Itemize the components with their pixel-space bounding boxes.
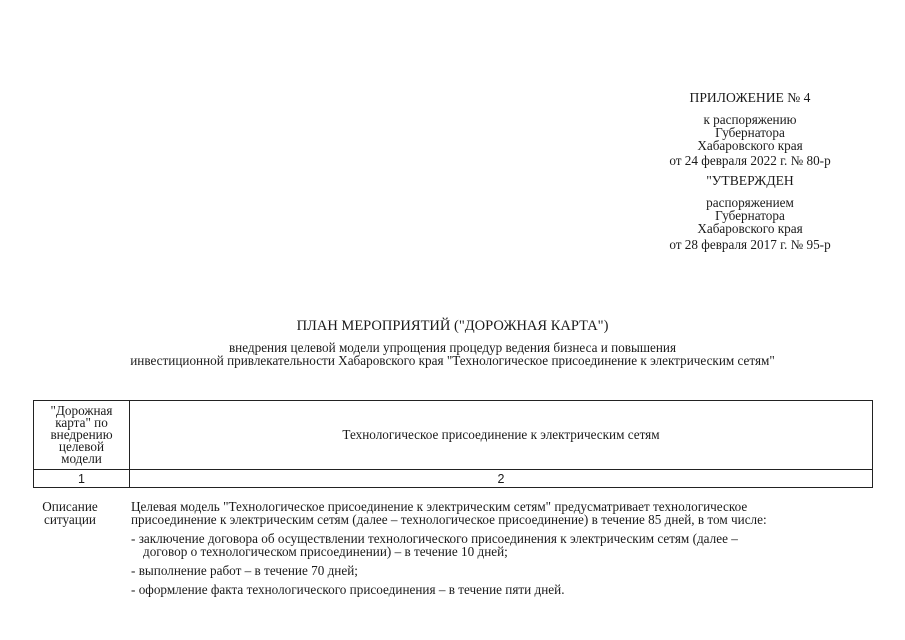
- header-cell-roadmap: "Дорожная карта" по внедрению целевой модели: [34, 401, 130, 470]
- plan-subtitle-line: инвестиционной привлекательности Хабаровского края "Технологическое присоединение к электрическим сетям": [130, 353, 775, 368]
- situation-label: Описание ситуации: [42, 499, 98, 527]
- appendix-title: ПРИЛОЖЕНИЕ № 4: [689, 90, 811, 105]
- situation-description: [131, 500, 873, 602]
- list-item: - заключение договора об осуществлении технологического присоединения к электрическим сетям (далее – договор о технологическом присоединении) – в течение 10 дней;: [131, 531, 738, 559]
- approved-date: от 28 февраля 2017 г. № 95-р: [669, 237, 831, 252]
- table-header-row: [34, 401, 873, 470]
- column-number-2: 2: [130, 470, 873, 488]
- appendix-order-date: от 24 февраля 2022 г. № 80-р: [669, 153, 831, 168]
- approved-by-line: распоряжением: [706, 195, 794, 210]
- approved-by: [640, 196, 860, 235]
- roadmap-table: [33, 400, 873, 488]
- header-cell-topic: Технологическое присоединение к электрическим сетям: [130, 401, 873, 470]
- appendix-to-order-line: к распоряжению: [703, 112, 797, 127]
- plan-subtitle: [0, 341, 905, 367]
- column-number-1: 1: [34, 470, 130, 488]
- appendix-to-order: [640, 113, 860, 152]
- appendix-to-order-line: Губернатора: [715, 125, 785, 140]
- approved-by-line: Хабаровского края: [697, 221, 803, 236]
- approved-by-line: Губернатора: [715, 208, 785, 223]
- appendix-to-order-line: Хабаровского края: [697, 138, 803, 153]
- list-item: - выполнение работ – в течение 70 дней;: [131, 563, 358, 578]
- approved-heading: "УТВЕРЖДЕН: [706, 173, 794, 188]
- column-number-row: [34, 470, 873, 488]
- description-intro: Целевая модель "Технологическое присоединение к электрическим сетям" предусматривает технологическое присоединение к электрическим сетям (далее – технологическое присоединение) в течение 85 дней, в том числе:: [131, 499, 767, 527]
- plan-title: ПЛАН МЕРОПРИЯТИЙ ("ДОРОЖНАЯ КАРТА"): [296, 318, 609, 334]
- plan-subtitle-line: внедрения целевой модели упрощения процедур ведения бизнеса и повышения: [228, 340, 677, 355]
- list-item: - оформление факта технологического присоединения – в течение пяти дней.: [131, 582, 565, 597]
